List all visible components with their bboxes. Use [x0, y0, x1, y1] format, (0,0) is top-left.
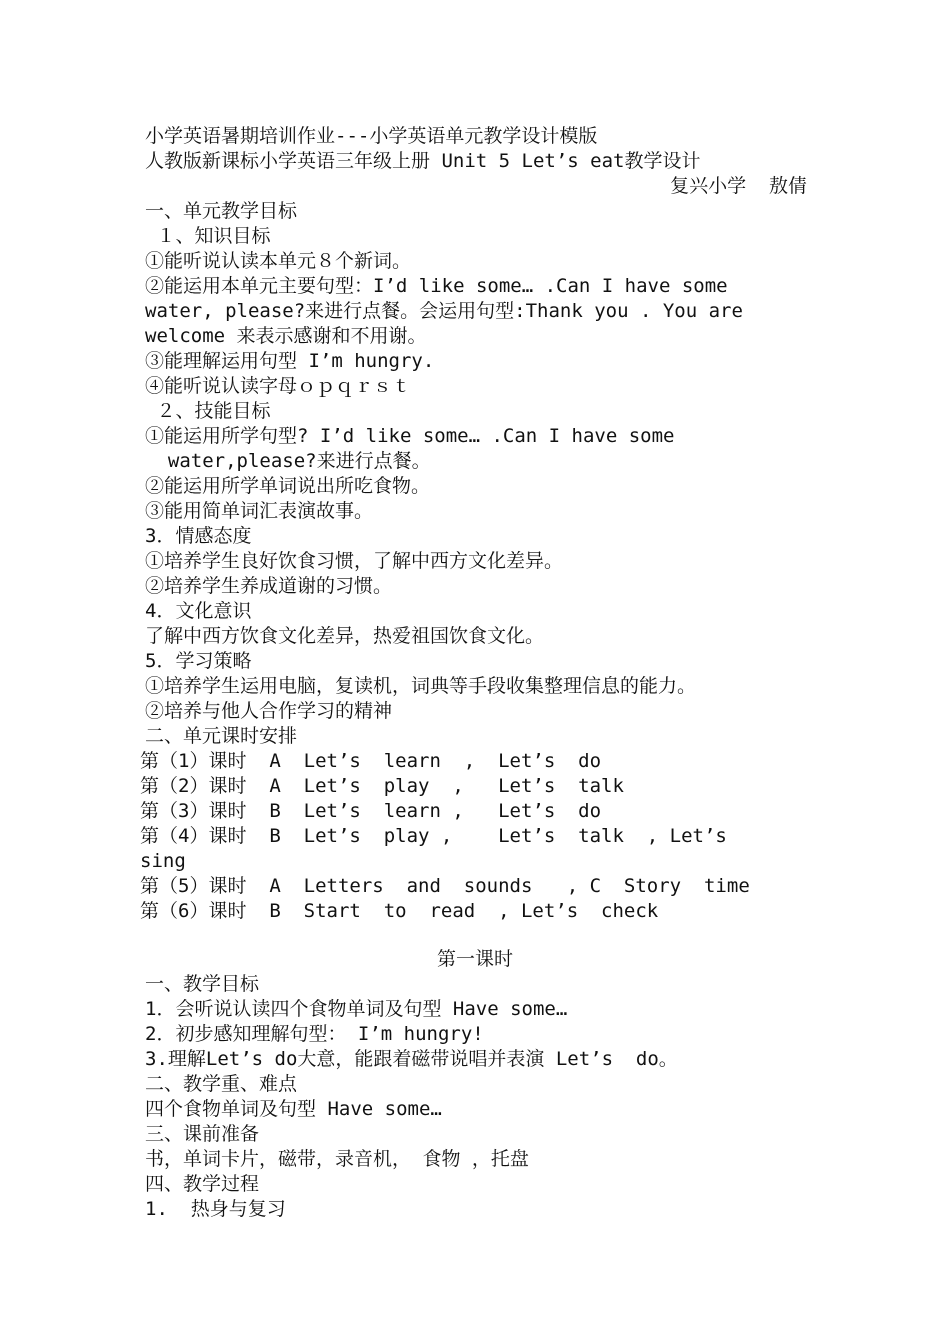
subheading-culture: 4．文化意识 — [145, 600, 252, 622]
lesson-goal-item: 3.理解Let’s do大意，能跟着磁带说唱并表演 Let’s do。 — [145, 1048, 678, 1070]
skills-item: ②能运用所学单词说出所吃食物。 — [145, 475, 431, 497]
knowledge-item: welcome 来表示感谢和不用谢。 — [145, 325, 427, 347]
attitude-item: ①培养学生良好饮食习惯，了解中西方文化差异。 — [145, 550, 564, 572]
lesson-title: 第一课时 — [436, 948, 513, 970]
lesson-goal-item: 2．初步感知理解句型： I’m hungry! — [145, 1023, 484, 1045]
lesson-process-step: 1. 热身与复习 — [145, 1198, 286, 1220]
knowledge-item: ②能运用本单元主要句型：I’d like some… .Can I have some — [145, 275, 728, 297]
lesson-goal-item: 1．会听说认读四个食物单词及句型 Have some… — [145, 998, 568, 1020]
lesson-prep-heading: 三、课前准备 — [145, 1123, 260, 1145]
subheading-knowledge: １、知识目标 — [145, 225, 271, 247]
schedule-line: 第（6）课时 B Start to read , Let’s check — [140, 900, 659, 922]
schedule-line: 第（5）课时 A Letters and sounds , C Story time — [140, 875, 750, 897]
subheading-strategy: 5．学习策略 — [145, 650, 252, 672]
schedule-line: 第（4）课时 B Let’s play , Let’s talk , Let’s — [140, 825, 727, 847]
knowledge-item: ④能听说认读字母ｏｐｑｒｓｔ — [145, 375, 412, 397]
skills-item: ③能用简单词汇表演故事。 — [145, 500, 374, 522]
strategy-item: ①培养学生运用电脑，复读机，词典等手段收集整理信息的能力。 — [145, 675, 697, 697]
attitude-item: ②培养学生养成道谢的习惯。 — [145, 575, 393, 597]
document-subtitle: 人教版新课标小学英语三年级上册 Unit 5 Let’s eat教学设计 — [145, 150, 701, 172]
knowledge-item: ③能理解运用句型 I’m hungry. — [145, 350, 435, 372]
schedule-line: 第（3）课时 B Let’s learn , Let’s do — [140, 800, 602, 822]
schedule-line: 第（1）课时 A Let’s learn , Let’s do — [140, 750, 602, 772]
strategy-item: ②培养与他人合作学习的精神 — [145, 700, 393, 722]
lesson-process-heading: 四、教学过程 — [145, 1173, 260, 1195]
section-heading-schedule: 二、单元课时安排 — [145, 725, 298, 747]
schedule-line: sing — [140, 850, 186, 872]
skills-item: water,please?来进行点餐。 — [145, 450, 431, 472]
section-heading-unit-goals: 一、单元教学目标 — [145, 200, 298, 222]
knowledge-item: ①能听说认读本单元８个新词。 — [145, 250, 412, 272]
skills-item: ①能运用所学句型? I’d like some… .Can I have some — [145, 425, 675, 447]
subheading-attitude: 3．情感态度 — [145, 525, 252, 547]
lesson-goals-heading: 一、教学目标 — [145, 973, 260, 995]
author-line: 复兴小学 敖倩 — [670, 175, 807, 197]
lesson-prep-text: 书，单词卡片，磁带，录音机， 食物 ，托盘 — [145, 1148, 529, 1170]
document-title: 小学英语暑期培训作业---小学英语单元教学设计模版 — [145, 125, 598, 147]
lesson-key-heading: 二、教学重、难点 — [145, 1073, 298, 1095]
knowledge-item: water, please?来进行点餐。会运用句型:Thank you . You are — [145, 300, 743, 322]
subheading-skills: ２、技能目标 — [145, 400, 271, 422]
culture-item: 了解中西方饮食文化差异，热爱祖国饮食文化。 — [145, 625, 545, 647]
schedule-line: 第（2）课时 A Let’s play , Let’s talk — [140, 775, 624, 797]
lesson-key-text: 四个食物单词及句型 Have some… — [145, 1098, 442, 1120]
